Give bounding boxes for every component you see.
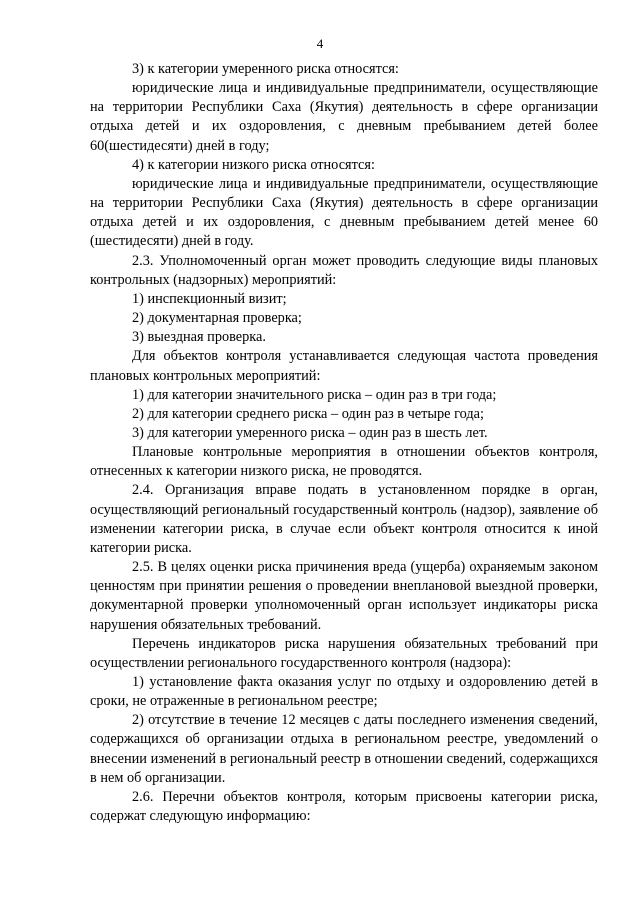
list-item-document-check: 2) документарная проверка; bbox=[132, 310, 302, 327]
paragraph-moderate-risk-text: юридические лица и индивидуальные предприниматели, осуществляющие на территории Республики Саха (Якутия) деятельность в сфере организации отдыха детей и их оздоровления, с дневным пребыванием детей более 60(шестидесяти) дней в году; bbox=[90, 80, 598, 154]
list-item-significant-risk: 1) для категории значительного риска – один раз в три года; bbox=[132, 386, 497, 403]
paragraph-low-risk-heading: 4) к категории низкого риска относятся: bbox=[132, 156, 375, 173]
paragraph-2-5: 2.5. В целях оценки риска причинения вреда (ущерба) охраняемым законом ценностям при принятии решения о проведении внеплановой выездной проверки, документарной проверки уполномоченный орган использует индикаторы риска нарушения обязательных требований. bbox=[90, 559, 598, 633]
paragraph-moderate-risk-heading: 3) к категории умеренного риска относятся: bbox=[132, 61, 399, 77]
document-body bbox=[90, 60, 598, 826]
paragraph-2-3: 2.3. Уполномоченный орган может проводить следующие виды плановых контрольных (надзорных) мероприятий: bbox=[90, 252, 598, 288]
paragraph-2-6: 2.6. Перечни объектов контроля, которым присвоены категории риска, содержат следующую информацию: bbox=[90, 788, 598, 825]
list-item-indicator-2: 2) отсутствие в течение 12 месяцев с даты последнего изменения сведений, содержащихся об организации отдыха в региональном реестре, уведомлений о внесении изменений в региональный реестр в отношении сведений, содержащихся в нем об организации. bbox=[90, 712, 598, 786]
paragraph-low-risk-text: юридические лица и индивидуальные предприниматели, осуществляющие на территории Республики Саха (Якутия) деятельность в сфере организации отдыха детей и их оздоровления, с дневным пребыванием детей менее 60 (шестидесяти) дней в году. bbox=[90, 175, 598, 250]
paragraph-frequency-intro: Для объектов контроля устанавливается следующая частота проведения плановых контрольных мероприятий: bbox=[90, 348, 598, 384]
list-item-indicator-1: 1) установление факта оказания услуг по отдыху и оздоровлению детей в сроки, не отраженные в региональном реестре; bbox=[90, 674, 598, 710]
list-item-field-check: 3) выездная проверка. bbox=[132, 329, 266, 346]
list-item-medium-risk: 2) для категории среднего риска – один раз в четыре года; bbox=[132, 405, 484, 422]
page-number: 4 bbox=[316, 36, 324, 51]
paragraph-low-risk-no-checks: Плановые контрольные мероприятия в отношении объектов контроля, отнесенных к категории низкого риска, не проводятся. bbox=[90, 444, 598, 480]
list-item-moderate-risk: 3) для категории умеренного риска – один раз в шесть лет. bbox=[132, 424, 488, 441]
paragraph-2-4: 2.4. Организация вправе подать в установленном порядке в орган, осуществляющий региональный государственный контроль (надзор), заявление об изменении категории риска, в случае если объект контроля относится к иной категории риска. bbox=[90, 482, 598, 556]
list-item-inspection-visit: 1) инспекционный визит; bbox=[132, 290, 287, 307]
paragraph-indicators-intro: Перечень индикаторов риска нарушения обязательных требований при осуществлении регионального государственного контроля (надзора): bbox=[90, 635, 598, 671]
